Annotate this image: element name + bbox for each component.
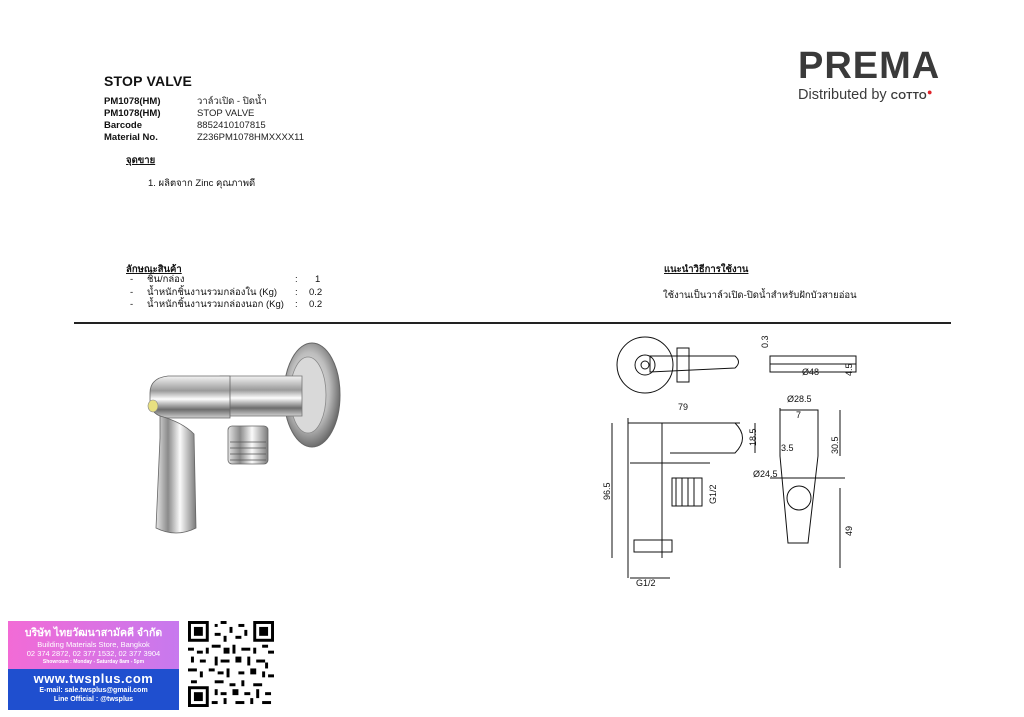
dim-label: Ø48 [802,367,820,377]
divider [74,322,951,324]
showroom-hours: Showroom : Monday - Saturday 8am - 5pm [42,659,145,665]
product-photo [120,338,350,538]
spec-row [104,132,304,144]
spec-label: Material No. [104,132,158,143]
property-value: 1 [315,274,321,285]
top-view-center [641,361,649,369]
dim-label: Ø28.5 [787,394,812,404]
feature-item: 1. ผลิตจาก Zinc คุณภาพดี [148,178,256,189]
logo-tagline-text: Distributed by [798,87,887,103]
side-elevation-port [787,486,811,510]
company-phones: 02 374 2872, 02 377 1532, 02 377 3904 [26,648,161,658]
dim-label: 30.5 [830,436,840,454]
property-label: น้ำหนักชิ้นงานรวมกล่องนอก (Kg) [147,299,284,310]
email-link[interactable]: E-mail: sale.twsplus@gmail.com [39,687,148,694]
website-link[interactable]: www.twsplus.com [33,671,154,686]
front-thread [676,478,694,506]
properties-heading: ลักษณะสินค้า [126,264,182,275]
features-heading: จุดขาย [126,155,156,166]
dim-label: 96.5 [602,482,612,500]
property-label: ชิ้น/กล่อง [147,274,185,285]
contact-card-bottom [8,669,179,710]
dim-label: G1/2 [708,484,718,504]
dim-label: 49 [844,525,854,536]
usage-heading: แนะนำวิธีการใช้งาน [664,264,749,275]
property-value: 0.2 [309,299,323,310]
spec-value: 8852410107815 [197,120,266,131]
side-elevation-body [780,410,818,543]
spec-table [104,96,304,144]
spec-label: PM1078(HM) [104,108,161,119]
contact-card-top [8,621,179,669]
spec-value: วาล์วเปิด - ปิดน้ำ [197,96,267,107]
spec-value: Z236PM1078HMXXXX11 [197,132,305,143]
property-row: - น้ำหนักชิ้นงานรวมกล่องใน (Kg) : 0.2 [130,286,323,298]
logo-tagline [798,87,940,103]
logo-brand: PREMA [798,45,941,87]
property-value: 0.2 [309,286,323,298]
spec-label: Barcode [104,120,143,131]
logo-partner: COTTO [890,91,928,102]
spec-row [104,108,304,120]
dim-label: 0.3 [760,335,770,348]
spec-label: PM1078(HM) [104,96,161,107]
property-label: น้ำหนักชิ้นงานรวมกล่องใน (Kg) [147,286,278,298]
property-row: - ชิ้น/กล่อง : 1 [130,274,321,285]
dim-label: G1/2 [636,578,656,588]
company-name: บริษัท ไทยวัฒนาสามัคคี จำกัด [24,627,163,639]
top-view-handle [650,356,739,372]
dim-label: Ø24.5 [753,469,778,479]
properties-table [130,274,322,312]
spec-row [104,120,304,132]
spec-value: STOP VALVE [197,108,255,119]
qr-code-icon [188,621,274,707]
top-view-outlet [677,348,689,382]
dim-label: 79 [678,402,689,412]
front-elevation-body [628,418,743,578]
product-title: STOP VALVE [104,73,193,89]
spec-row [104,96,304,108]
prema-logo [798,46,940,103]
usage-text: ใช้งานเป็นวาล์วเปิด-ปิดน้ำสำหรับฝักบัวสายอ่อน [663,290,857,301]
company-subtitle: Building Materials Store, Bangkok [37,640,150,649]
line-official: Line Official : @twsplus [53,696,134,703]
top-view-flange [617,337,673,393]
logo-dot-icon: ● [927,87,933,97]
front-elevation-base [634,540,672,552]
property-row: - น้ำหนักชิ้นงานรวมกล่องนอก (Kg) : 0.2 [130,299,323,310]
dim-label: 4.5 [844,363,854,376]
dim-label: 3.5 [781,443,794,453]
dim-label: 7 [796,410,802,420]
technical-drawing [590,328,870,590]
dim-label: 18.5 [748,428,758,446]
